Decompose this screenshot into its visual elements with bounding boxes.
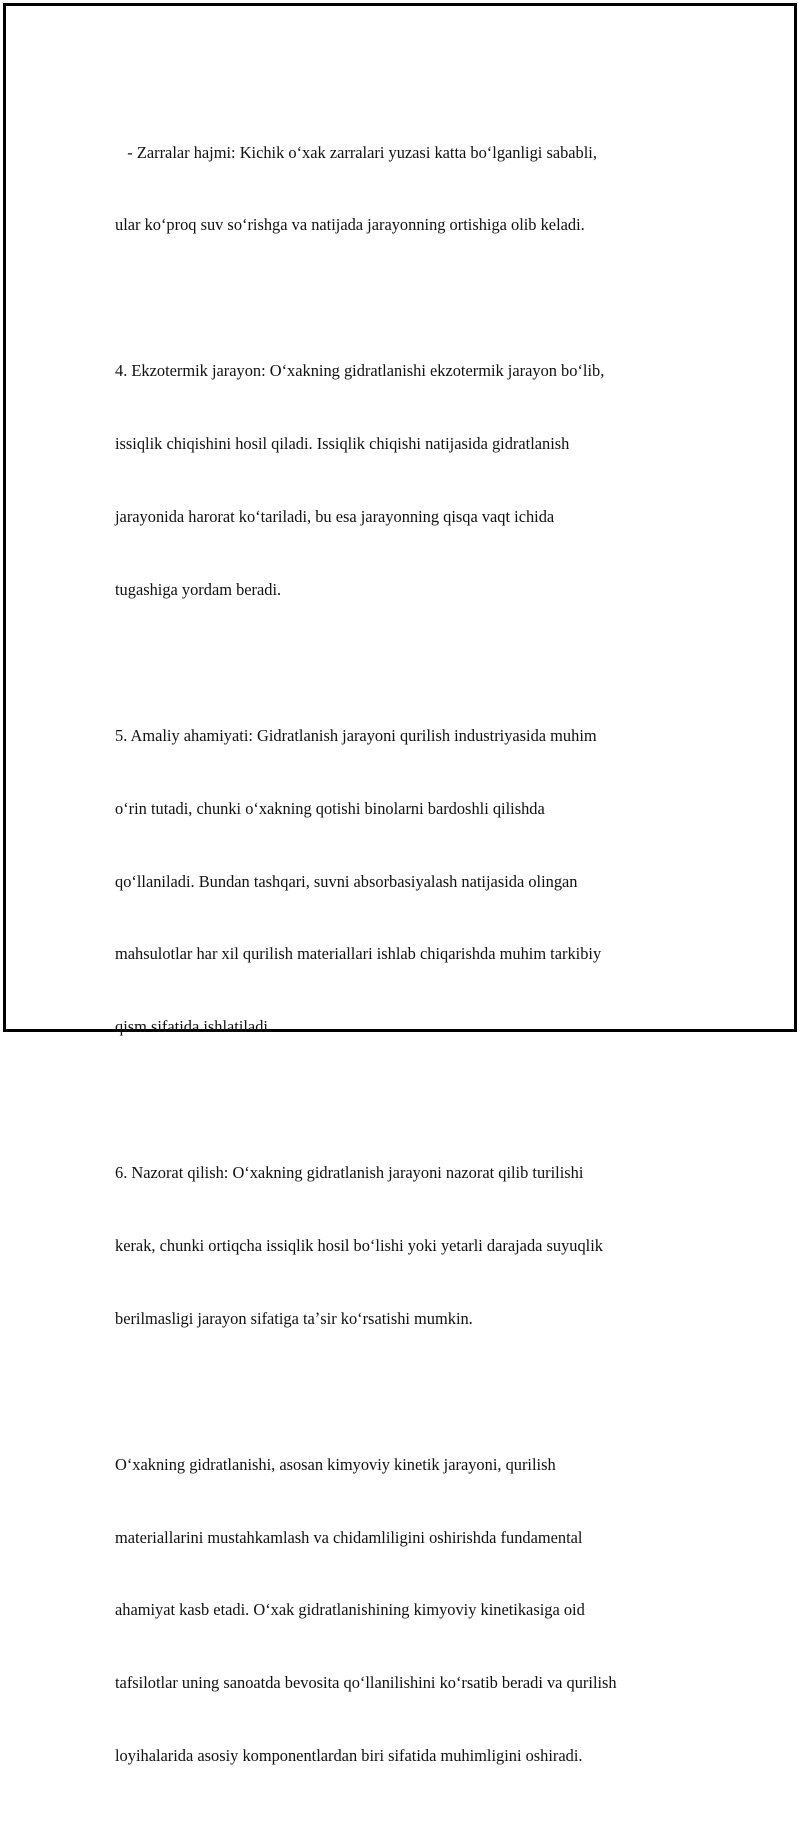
text-line: qoʻllaniladi. Bundan tashqari, suvni absorbasiyalash natijasida olingan [115,871,578,891]
paragraph-particle-size [115,92,705,286]
text-line: berilmasligi jarayon sifatiga taʼsir koʻrsatishi mumkin. [115,1308,473,1328]
text-line: oʻrin tutadi, chunki oʻxakning qotishi binolarni bardoshli qilishda [115,798,545,818]
text-line: jarayonida harorat koʻtariladi, bu esa jarayonning qisqa vaqt ichida [115,507,555,527]
text-line: 5. Amaliy ahamiyati: Gidratlanish jarayoni qurilish industriyasida muhim [115,725,597,745]
text-line: kerak, chunki ortiqcha issiqlik hosil boʻlishi yoki yetarli darajada suyuqlik [115,1235,603,1255]
text-line: ahamiyat kasb etadi. Oʻxak gidratlanishining kimyoviy kinetikasiga oid [115,1600,585,1620]
text-line: qism sifatida ishlatiladi. [115,1017,273,1037]
text-line: Oʻxakning gidratlanishi, asosan kimyoviy kinetik jarayoni, qurilish [115,1454,556,1474]
text-line: materiallarini mustahkamlash va chidamliligini oshirishda fundamental [115,1527,583,1547]
paragraph-exothermic-process [115,311,705,651]
text-line: tafsilotlar uning sanoatda bevosita qoʻllanilishini koʻrsatib beradi va qurilish [115,1673,617,1693]
document-body [115,92,705,1841]
text-line: 4. Ekzotermik jarayon: Oʻxakning gidratlanishi ekzotermik jarayon boʻlib, [115,361,605,381]
text-line: ular koʻproq suv soʻrishga va natijada jarayonning ortishiga olib keladi. [115,215,585,235]
text-line: - Zarralar hajmi: Kichik oʻxak zarralari yuzasi katta boʻlganligi sababli, [115,142,597,162]
text-line: tugashiga yordam beradi. [115,579,282,599]
paragraph-conclusion [115,1404,705,1817]
text-line: loyihalarida asosiy komponentlardan biri sifatida muhimligini oshiradi. [115,1746,583,1766]
paragraph-control [115,1112,705,1379]
text-line: 6. Nazorat qilish: Oʻxakning gidratlanish jarayoni nazorat qilib turilishi [115,1163,584,1183]
paragraph-practical-significance [115,675,705,1088]
text-line: issiqlik chiqishini hosil qiladi. Issiqlik chiqishi natijasida gidratlanish [115,434,570,454]
text-line: mahsulotlar har xil qurilish materiallari ishlab chiqarishda muhim tarkibiy [115,944,602,964]
